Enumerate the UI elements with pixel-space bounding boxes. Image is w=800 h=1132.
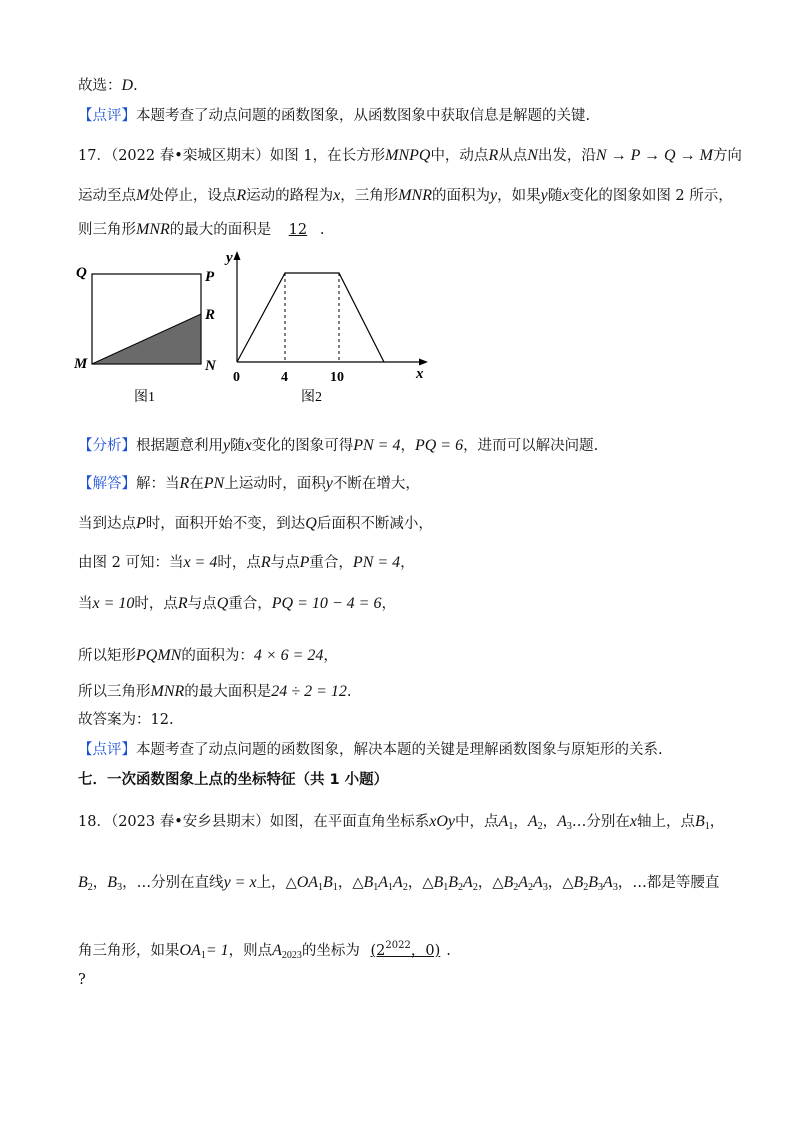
q17-final-answer: 故答案为：12. bbox=[78, 712, 174, 728]
q17-solution-6: 所以三角形MNR的最大面积是24 ÷ 2 = 12. bbox=[78, 683, 352, 700]
prev-review: 【点评】本题考查了动点问题的函数图象，从函数图象中获取信息是解题的关键. bbox=[78, 108, 591, 124]
q17-solution-5: 所以矩形PQMN的面积为：4 × 6 = 24， bbox=[78, 647, 338, 664]
choice-line: 故选：D. bbox=[78, 77, 138, 94]
figure-1-rectangle bbox=[74, 258, 224, 408]
q18-line3: 角三角形，如果$OA_1= 1$，则点$A_{2023}$的坐标为 ($2^{2022}$，0) . bbox=[78, 936, 451, 966]
trailing-mark: ? bbox=[78, 972, 86, 988]
x-axis-label: x bbox=[416, 366, 424, 382]
q17-solution-3: 由图 2 可知：当x = 4时，点R与点P重合，PN = 4， bbox=[78, 554, 415, 571]
q17-solution-4: 当x = 10时，点R与点Q重合，PQ = 10 − 4 = 6， bbox=[78, 595, 396, 612]
q18-line1: 18．（2023 春•安乡县期末）如图，在平面直角坐标系xOy中，点$A_1$，$A_2$，$A_3\dots$分别在x轴上，点$B_1$， bbox=[78, 813, 725, 832]
x-axis-arrow bbox=[419, 359, 428, 366]
tick-10: 10 bbox=[330, 370, 344, 385]
q17-line1: 17．（2022 春•栾城区期末）如图 1，在长方形MNPQ中，动点R从点N出发，沿N → P → Q → M方向 bbox=[78, 147, 742, 164]
label-p: P bbox=[205, 269, 215, 285]
q18-line2: $B_2$，$B_3$，…分别在直线y = x上，$\triangle OA_1B_1$，$\triangle B_1A_1A_2$，$\triangle B_1B_2A_2$，$\triangle B_2A_2A_3$，$\triangle B_2B_3A_3$，…都是等腰直 bbox=[78, 874, 720, 893]
figure-2-caption: 图2 bbox=[301, 390, 322, 405]
section-heading: 七．一次函数图象上点的坐标特征（共 1 小题） bbox=[78, 772, 389, 788]
q17-review: 【点评】本题考查了动点问题的函数图象，解决本题的关键是理解函数图象与原矩形的关系. bbox=[78, 742, 663, 758]
q17-solution-2: 当到达点P时，面积开始不变，到达Q后面积不断减小， bbox=[78, 515, 433, 532]
label-q: Q bbox=[76, 265, 87, 281]
area-function-line bbox=[237, 273, 384, 362]
label-m: M bbox=[74, 356, 88, 372]
figure-1-caption: 图1 bbox=[134, 390, 155, 405]
label-n: N bbox=[205, 358, 216, 374]
q17-line3: 则三角形MNR的最大的面积是 12 . bbox=[78, 221, 325, 238]
label-r: R bbox=[205, 307, 216, 323]
tick-0: 0 bbox=[233, 370, 240, 385]
q17-line2: 运动至点M处停止，设点R运动的路程为x，三角形MNR的面积为y，如果y随x变化的图象如图 2 所示， bbox=[78, 187, 733, 204]
tick-4: 4 bbox=[281, 370, 288, 385]
q17-solution-1: 【解答】解：当R在PN上运动时，面积y不断在增大， bbox=[78, 475, 420, 492]
q18-answer-blank: ($2^{2022}$，0) bbox=[370, 940, 441, 959]
y-axis-arrow bbox=[234, 251, 241, 260]
shaded-triangle-mnr bbox=[92, 314, 201, 364]
figure-2-graph bbox=[224, 248, 434, 408]
q17-answer-blank: 12 bbox=[288, 222, 308, 238]
q17-analysis: 【分析】根据题意利用y随x变化的图象可得PN = 4，PQ = 6，进而可以解决问题. bbox=[78, 437, 599, 454]
y-axis-label: y bbox=[226, 250, 233, 266]
